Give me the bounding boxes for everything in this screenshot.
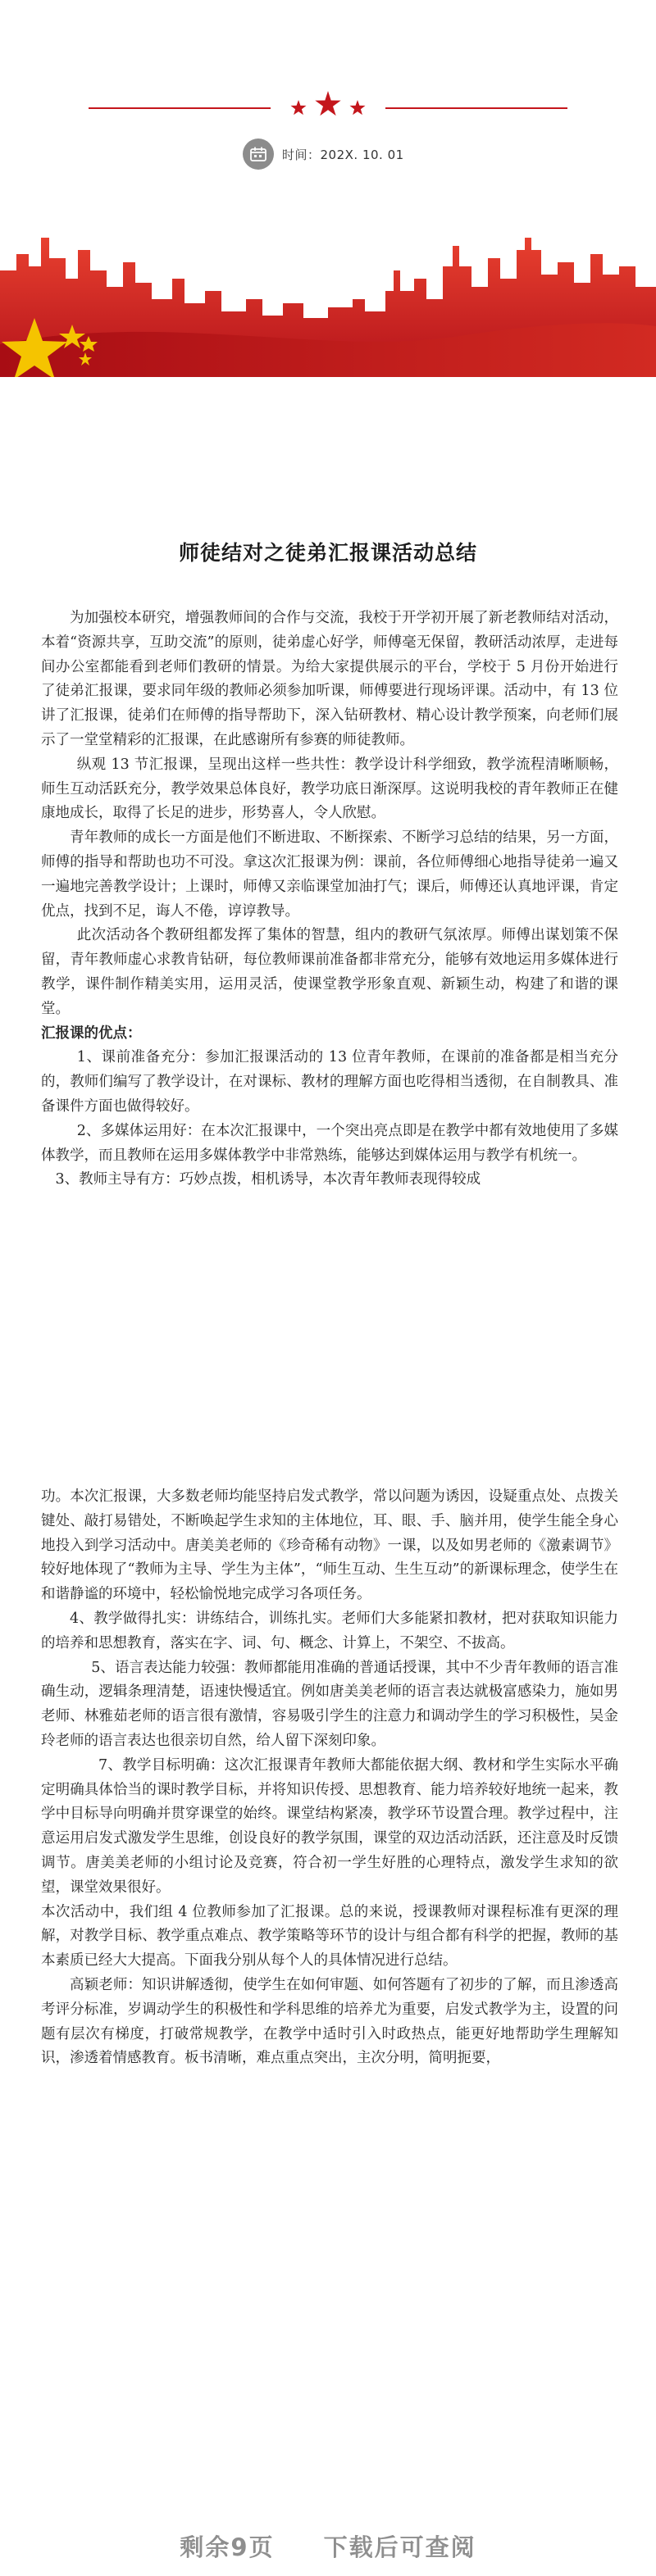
download-banner[interactable] bbox=[0, 2516, 656, 2576]
header-rule-right bbox=[385, 107, 567, 109]
paragraph: 此次活动各个教研组都发挥了集体的智慧，组内的教研气氛浓厚。师傅出谋划策不保留，青年教师虚心求教肯钻研，每位教师课前准备都非常充分，能够有效地运用多媒体进行教学，课件制作精美实用，运用灵活，使课堂教学形象直观、新颖生动，构建了和谐的课堂。 bbox=[41, 927, 618, 1017]
paragraph: 纵观 13 节汇报课，呈现出这样一些共性：教学设计科学细致，教学流程清晰顺畅，师生互动活跃充分，教学效果总体良好，教学功底日渐深厚。这说明我校的青年教师正在健康地成长，取得了长足的进步，形势喜人，令人欣慰。 bbox=[41, 756, 618, 822]
paragraph: 高颖老师：知识讲解透彻，使学生在如何审题、如何答题有了初步的了解，而且渗透高考评分标准，岁调动学生的积极性和学科思维的培养尤为重要，启发式教学为主，设置的问题有层次有梯度，打破常规教学，在教学中适时引入时政热点，能更好地帮助学生理解知识，渗透着情感教育。板书清晰，难点重点突出，主次分明，简明扼要， bbox=[41, 1976, 618, 2067]
paragraph: 青年教师的成长一方面是他们不断进取、不断探索、不断学习总结的结果，另一方面，师傅的指导和帮助也功不可没。拿这次汇报课为例：课前，各位师傅细心地指导徒弟一遍又一遍地完善教学设计；上课时，师傅又亲临课堂加油打气；课后，师傅还认真地评课，肯定优点，找到不足，诲人不倦，谆谆教导。 bbox=[41, 829, 618, 920]
paragraph: 为加强校本研究，增强教师间的合作与交流，我校于开学初开展了新老教师结对活动，本着“资源共享，互助交流”的原则，徒弟虚心好学，师傅毫无保留，教研活动浓厚，走进每间办公室都能看到老师们教研的情景。为给大家提供展示的平台，学校于 5 月份开始进行了徒弟汇报课，要求同年级的教师必须参加听课，师傅要进行现场评课。活动中，有 13 位讲了汇报课，徒弟们在师傅的指导帮助下，深入钻研教材、精心设计教学预案，向老师们展示了一堂堂精彩的汇报课，在此感谢所有参赛的师徒教师。 bbox=[41, 610, 618, 748]
paragraph: 1、课前准备充分：参加汇报课活动的 13 位青年教师，在课前的准备都是相当充分的，教师们编写了教学设计，在对课标、教材的理解方面也吃得相当透彻，在自制教具、准备课件方面也做得较好。 bbox=[41, 1049, 618, 1115]
paragraph: 3、教师主导有方：巧妙点拨，相机诱导，本次青年教师表现得较成 bbox=[55, 1171, 481, 1188]
paragraph: 2、多媒体运用好：在本次汇报课中，一个突出亮点即是在教学中都有效地使用了多媒体教学，而且教师在运用多媒体教学中非常熟练，能够达到媒体运用与教学有机统一。 bbox=[41, 1122, 618, 1164]
article-body-part1 bbox=[41, 607, 618, 1193]
paragraph: 4、教学做得扎实：讲练结合，训练扎实。老师们大多能紧扣教材，把对获取知识能力的培养和思想教育，落实在字、词、句、概念、计算上，不架空、不拔高。 bbox=[41, 1610, 618, 1651]
header-banner bbox=[0, 0, 656, 377]
city-skyline-image bbox=[0, 221, 656, 377]
date-row bbox=[243, 138, 404, 170]
remaining-pages-label: 剩余9页 bbox=[180, 2533, 275, 2561]
header-rule-left bbox=[89, 107, 271, 109]
calendar-icon bbox=[243, 139, 274, 170]
download-prompt[interactable]: 下载后可查阅 bbox=[323, 2533, 476, 2561]
stars-icon bbox=[287, 89, 369, 125]
paragraph: 本次活动中，我们组 4 位教师参加了汇报课。总的来说，授课教师对课程标准有更深的理解，对教学目标、教学重点难点、教学策略等环节的设计与组合都有科学的把握，教师的基本素质已经大大提高。下面我分别从每个人的具体情况进行总结。 bbox=[41, 1903, 618, 1969]
page-title: 师徒结对之徒弟汇报课活动总结 bbox=[178, 541, 477, 565]
section-heading: 汇报课的优点： bbox=[41, 1024, 142, 1042]
paragraph: 功。本次汇报课，大多数老师均能坚持启发式教学，常以问题为诱因，设疑重点处、点拨关键处、敲打易错处，不断唤起学生求知的主体地位，耳、眼、手、脑并用，使学生能全身心地投入到学习活动中。唐美美老师的《珍奇稀有动物》一课，以及如男老师的《激素调节》较好地体现了“教师为主导、学生为主体”，“师生互动、生生互动”的新课标理念，使学生在和谐静谧的环境中，轻松愉悦地完成学习各项任务。 bbox=[41, 1488, 618, 1603]
article-body-part2 bbox=[41, 1485, 618, 2071]
paragraph: 5、语言表达能力较强：教师都能用准确的普通话授课，其中不少青年教师的语言准确生动，逻辑条理清楚，语速快慢适宜。例如唐美美老师的语言表达就极富感染力，施如男老师、林雅茹老师的语言很有激情，容易吸引学生的注意力和调动学生的学习积极性，吴金玲老师的语言表达也很亲切自然，给人留下深刻印象。 bbox=[41, 1659, 618, 1749]
paragraph: 7、教学目标明确：这次汇报课青年教师大都能依据大纲、教材和学生实际水平确定明确具体恰当的课时教学目标，并将知识传授、思想教育、能力培养较好地统一起来，教学中目标导向明确并贯穿课堂的始终。课堂结构紧凑，教学环节设置合理。教学过程中，注意运用启发式激发学生思维，创设良好的教学氛围，课堂的双边活动活跃，还注意及时反馈调节。唐美美老师的小组讨论及竞赛，符合初一学生好胜的心理特点，激发学生求知的欲望，课堂效果很好。 bbox=[41, 1756, 618, 1896]
date-label: 时间：202X. 10. 01 bbox=[282, 147, 404, 162]
